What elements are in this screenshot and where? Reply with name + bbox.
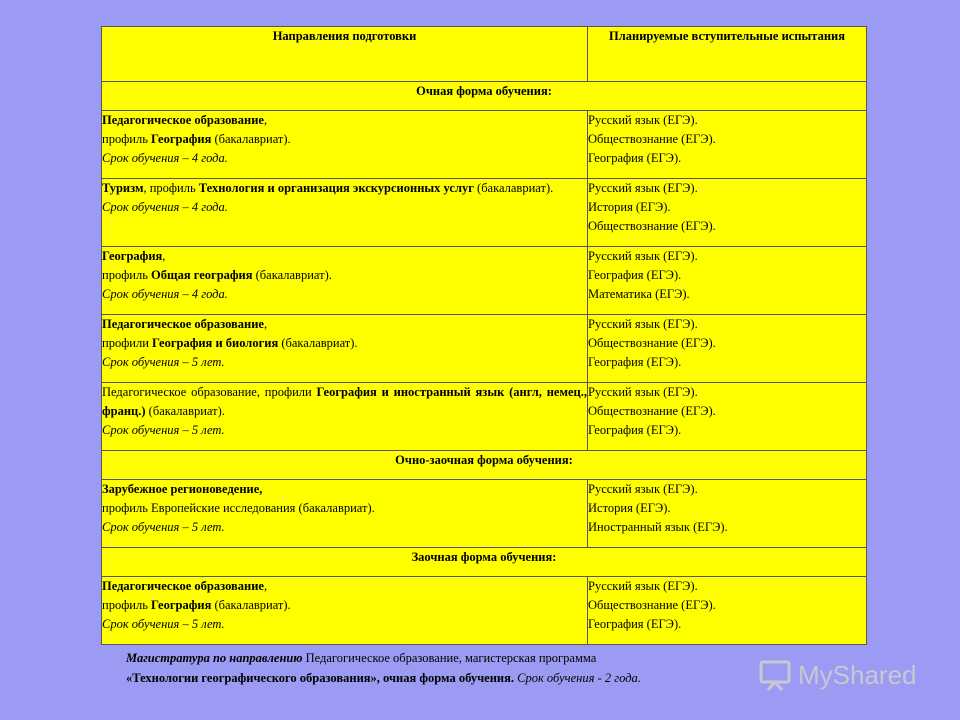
exam-cell xyxy=(588,247,867,315)
program-text: , xyxy=(162,249,166,263)
study-term: Срок обучения – 5 лет. xyxy=(102,520,225,534)
exam-item: Русский язык (ЕГЭ). xyxy=(588,249,698,263)
table-row xyxy=(102,577,867,645)
program-cell xyxy=(102,111,588,179)
program-text: , xyxy=(263,317,268,331)
program-cell xyxy=(102,383,588,451)
section-full-time: Очная форма обучения: xyxy=(102,82,867,111)
study-term: Срок обучения – 5 лет. xyxy=(102,423,225,437)
admission-table xyxy=(101,26,867,645)
watermark xyxy=(758,655,917,695)
profile-name: География и иностранный язык (англ, немец., франц.) xyxy=(102,385,587,418)
program-name: Педагогическое образование xyxy=(102,317,264,331)
program-text: профиль xyxy=(102,268,152,282)
exam-item: Обществознание (ЕГЭ). xyxy=(588,219,716,233)
program-cell xyxy=(102,179,588,247)
footer-text: Педагогическое образование, магистерская программа xyxy=(302,651,597,665)
section-row xyxy=(102,548,867,577)
program-text: (бакалавриат). xyxy=(473,181,554,195)
profile-name: География и биология xyxy=(152,336,279,350)
profile-name: Общая география xyxy=(151,268,253,282)
exam-item: География (ЕГЭ). xyxy=(588,423,682,437)
exam-cell xyxy=(588,383,867,451)
table-row xyxy=(102,480,867,548)
study-term: Срок обучения – 5 лет. xyxy=(102,617,225,631)
footer-term: Срок обучения - 2 года. xyxy=(513,671,641,685)
exam-item: География (ЕГЭ). xyxy=(588,268,682,282)
profile-name: География xyxy=(151,132,212,146)
study-term: Срок обучения – 4 года. xyxy=(102,151,228,165)
footer-note xyxy=(126,648,806,688)
program-cell xyxy=(102,315,588,383)
program-text: профиль Европейские исследования (бакалавриат). xyxy=(102,501,375,515)
watermark-text: MyShared xyxy=(798,659,917,690)
section-row xyxy=(102,82,867,111)
exam-item: Математика (ЕГЭ). xyxy=(588,287,690,301)
exam-item: Обществознание (ЕГЭ). xyxy=(588,132,716,146)
program-text: , профиль xyxy=(143,181,199,195)
footer-program: «Технологии географического образования», очная форма обучения. xyxy=(126,671,514,685)
program-text: Педагогическое образование, профили xyxy=(102,385,317,399)
program-text: , xyxy=(263,579,268,593)
exam-item: Русский язык (ЕГЭ). xyxy=(588,579,698,593)
presentation-icon xyxy=(758,658,792,692)
profile-name: Технология и организация экскурсионных услуг xyxy=(198,181,474,195)
program-text: профили xyxy=(102,336,153,350)
table-row xyxy=(102,247,867,315)
exam-item: Русский язык (ЕГЭ). xyxy=(588,113,698,127)
program-name: Туризм xyxy=(102,181,144,195)
exam-item: Обществознание (ЕГЭ). xyxy=(588,598,716,612)
table-row xyxy=(102,111,867,179)
program-text: профиль xyxy=(102,132,152,146)
program-cell xyxy=(102,577,588,645)
exam-item: География (ЕГЭ). xyxy=(588,617,682,631)
header-directions: Направления подготовки xyxy=(102,27,588,82)
table-row xyxy=(102,179,867,247)
program-text: (бакалавриат). xyxy=(278,336,358,350)
program-text: , xyxy=(263,113,268,127)
program-text: (бакалавриат). xyxy=(252,268,332,282)
exam-cell xyxy=(588,111,867,179)
program-name: Педагогическое образование xyxy=(102,579,264,593)
exam-item: Русский язык (ЕГЭ). xyxy=(588,317,698,331)
program-name: Педагогическое образование xyxy=(102,113,264,127)
exam-cell xyxy=(588,179,867,247)
table-header-row xyxy=(102,27,867,82)
header-exams: Планируемые вступительные испытания xyxy=(588,27,867,82)
program-name: Зарубежное регионоведение, xyxy=(102,482,263,496)
program-text: (бакалавриат). xyxy=(145,404,225,418)
exam-cell xyxy=(588,480,867,548)
exam-cell xyxy=(588,315,867,383)
exam-item: География (ЕГЭ). xyxy=(588,355,682,369)
exam-item: Обществознание (ЕГЭ). xyxy=(588,336,716,350)
study-term: Срок обучения – 5 лет. xyxy=(102,355,225,369)
exam-item: Русский язык (ЕГЭ). xyxy=(588,181,698,195)
study-term: Срок обучения – 4 года. xyxy=(102,287,228,301)
section-part-time: Очно-заочная форма обучения: xyxy=(102,451,867,480)
section-row xyxy=(102,451,867,480)
exam-item: Русский язык (ЕГЭ). xyxy=(588,385,698,399)
exam-cell xyxy=(588,577,867,645)
program-name: География xyxy=(102,249,163,263)
program-cell xyxy=(102,247,588,315)
program-text: профиль xyxy=(102,598,152,612)
table-row xyxy=(102,315,867,383)
program-text: (бакалавриат). xyxy=(211,132,291,146)
exam-item: Иностранный язык (ЕГЭ). xyxy=(588,520,728,534)
study-term: Срок обучения – 4 года. xyxy=(102,200,228,214)
section-distance: Заочная форма обучения: xyxy=(102,548,867,577)
exam-item: История (ЕГЭ). xyxy=(588,501,671,515)
exam-item: Обществознание (ЕГЭ). xyxy=(588,404,716,418)
profile-name: География xyxy=(151,598,212,612)
program-cell xyxy=(102,480,588,548)
program-text: (бакалавриат). xyxy=(211,598,291,612)
table-row xyxy=(102,383,867,451)
exam-item: Русский язык (ЕГЭ). xyxy=(588,482,698,496)
exam-item: История (ЕГЭ). xyxy=(588,200,671,214)
exam-item: География (ЕГЭ). xyxy=(588,151,682,165)
footer-label: Магистратура по направлению xyxy=(126,651,303,665)
